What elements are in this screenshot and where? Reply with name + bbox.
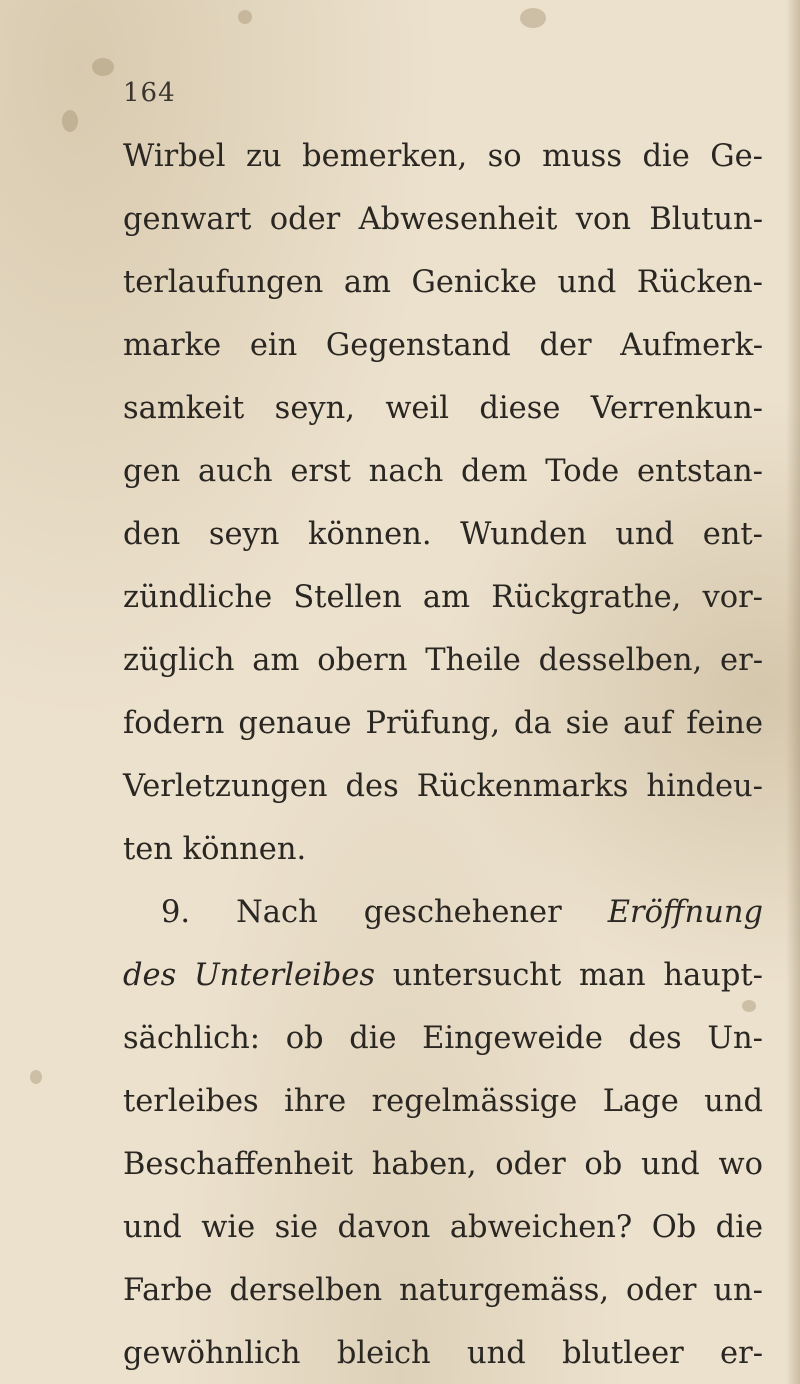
foxing-stain: [742, 1000, 756, 1012]
page-number: 164: [123, 78, 176, 108]
text-line: terleibes ihre regelmässige Lage und: [123, 1084, 763, 1119]
text-line: gewöhnlich bleich und blutleer er-: [123, 1336, 763, 1371]
page-edge-shadow: [786, 0, 800, 1384]
text-line: den seyn können. Wunden und ent-: [123, 517, 763, 552]
text-fragment: 9. Nach geschehener: [161, 895, 562, 930]
text-line: zündliche Stellen am Rückgrathe, vor-: [123, 580, 763, 615]
foxing-stain: [92, 58, 114, 76]
text-line: und wie sie davon abweichen? Ob die: [123, 1210, 763, 1245]
foxing-stain: [520, 8, 546, 28]
foxing-stain: [238, 10, 252, 24]
foxing-stain: [62, 110, 78, 132]
text-line: marke ein Gegenstand der Aufmerk-: [123, 328, 763, 363]
text-line: Wirbel zu bemerken, so muss die Ge-: [123, 139, 763, 174]
italic-term: Eröffnung: [607, 895, 763, 930]
text-line: [123, 956, 763, 996]
text-fragment: untersucht man haupt-: [392, 958, 763, 993]
italic-term: des Unterleibes: [123, 958, 375, 993]
foxing-stain: [30, 1070, 42, 1084]
text-line: sächlich: ob die Eingeweide des Un-: [123, 1021, 763, 1056]
text-line: ten können.: [123, 832, 307, 867]
text-line: terlaufungen am Genicke und Rücken-: [123, 265, 763, 300]
text-line: gen auch erst nach dem Tode entstan-: [123, 454, 763, 489]
text-line: samkeit seyn, weil diese Verrenkun-: [123, 391, 763, 426]
text-line: Farbe derselben naturgemäss, oder un-: [123, 1273, 763, 1308]
text-line: züglich am obern Theile desselben, er-: [123, 643, 763, 678]
text-line: fodern genaue Prüfung, da sie auf feine: [123, 706, 763, 741]
paragraph-9-first-line: [123, 893, 763, 933]
text-line: Verletzungen des Rückenmarks hindeu-: [123, 769, 763, 804]
text-line: genwart oder Abwesenheit von Blutun-: [123, 202, 763, 237]
text-line: Beschaffenheit haben, oder ob und wo: [123, 1147, 763, 1182]
